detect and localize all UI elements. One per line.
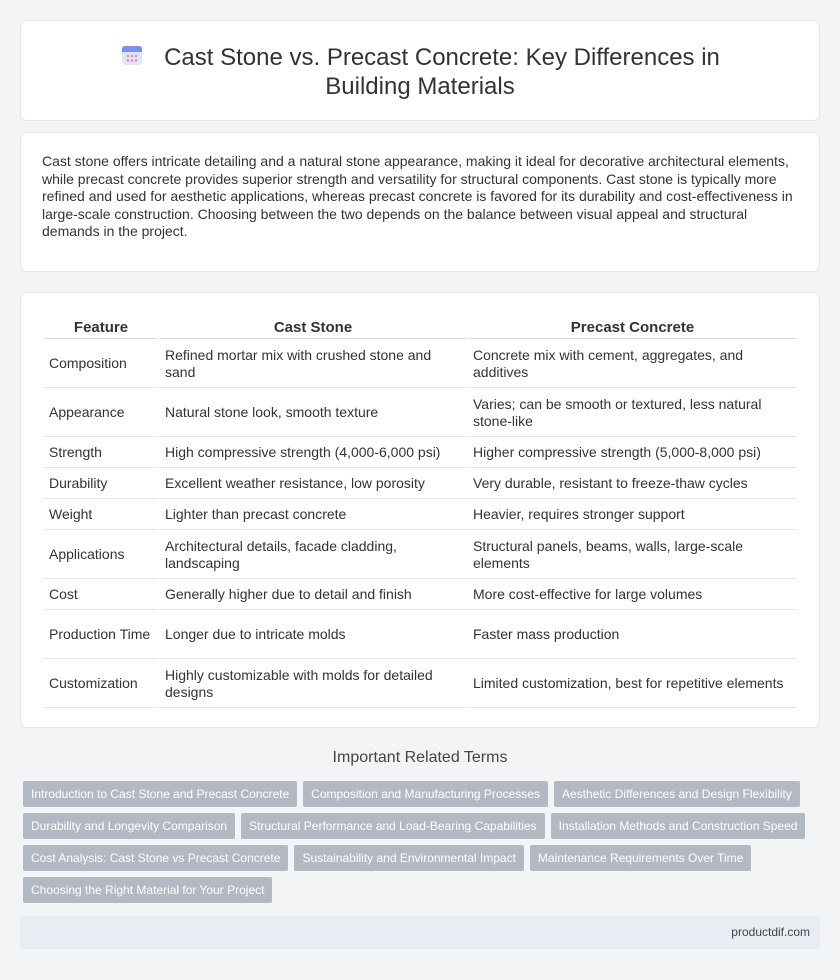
feature-cell: Appearance — [44, 390, 158, 437]
cast-stone-cell: Natural stone look, smooth texture — [160, 390, 466, 437]
precast-concrete-cell: Concrete mix with cement, aggregates, and additives — [468, 341, 797, 388]
cast-stone-cell: Longer due to intricate molds — [160, 612, 466, 659]
table-row — [44, 341, 797, 388]
cast-stone-cell: Architectural details, facade cladding, landscaping — [160, 532, 466, 579]
precast-concrete-cell: More cost-effective for large volumes — [468, 581, 797, 610]
related-terms-heading: Important Related Terms — [332, 749, 508, 766]
comparison-table-card — [20, 292, 820, 728]
table-row — [44, 439, 797, 468]
related-term-tag[interactable]: Choosing the Right Material for Your Project — [23, 877, 272, 903]
precast-concrete-cell: Varies; can be smooth or textured, less natural stone-like — [468, 390, 797, 437]
precast-concrete-cell: Limited customization, best for repetitive elements — [468, 661, 797, 708]
page-title-text: Cast Stone vs. Precast Concrete: Key Differences in Building Materials — [164, 44, 720, 100]
cast-stone-cell: High compressive strength (4,000-6,000 psi) — [160, 439, 466, 468]
feature-cell: Strength — [44, 439, 158, 468]
related-term-tag[interactable]: Sustainability and Environmental Impact — [294, 845, 523, 871]
feature-cell: Composition — [44, 341, 158, 388]
table-row — [44, 470, 797, 499]
column-header: Precast Concrete — [468, 317, 797, 339]
feature-cell: Applications — [44, 532, 158, 579]
related-term-tag[interactable]: Introduction to Cast Stone and Precast Concrete — [23, 781, 297, 807]
feature-cell: Production Time — [44, 612, 158, 659]
intro-card — [20, 132, 820, 272]
calendar-icon — [120, 43, 144, 67]
table-header-row — [44, 317, 797, 339]
related-term-tag[interactable]: Maintenance Requirements Over Time — [530, 845, 751, 871]
intro-paragraph: Cast stone offers intricate detailing and a natural stone appearance, making it ideal for decorative architectural elements, while precast concrete provides superior strength and versatility for structural components. Cast stone is typically more refined and used for aesthetic applications, whereas precast concrete is favored for its durability and cost-effectiveness in large-scale construction. Choosing between the two depends on the balance between visual appeal and structural demands in the project. — [42, 153, 793, 240]
table-row — [44, 532, 797, 579]
footer — [20, 916, 820, 949]
related-term-tag[interactable]: Structural Performance and Load-Bearing Capabilities — [241, 813, 545, 839]
feature-cell: Durability — [44, 470, 158, 499]
table-row — [44, 501, 797, 530]
feature-cell: Cost — [44, 581, 158, 610]
cast-stone-cell: Lighter than precast concrete — [160, 501, 466, 530]
column-header: Cast Stone — [160, 317, 466, 339]
precast-concrete-cell: Faster mass production — [468, 612, 797, 659]
precast-concrete-cell: Structural panels, beams, walls, large-scale elements — [468, 532, 797, 579]
cast-stone-cell: Excellent weather resistance, low porosity — [160, 470, 466, 499]
related-term-tag[interactable]: Durability and Longevity Comparison — [23, 813, 235, 839]
related-term-tag[interactable]: Composition and Manufacturing Processes — [303, 781, 548, 807]
table-row — [44, 612, 797, 659]
cast-stone-cell: Refined mortar mix with crushed stone and sand — [160, 341, 466, 388]
cast-stone-cell: Generally higher due to detail and finish — [160, 581, 466, 610]
related-term-tag[interactable]: Aesthetic Differences and Design Flexibility — [554, 781, 800, 807]
feature-cell: Weight — [44, 501, 158, 530]
column-header: Feature — [44, 317, 158, 339]
title-card — [20, 20, 820, 121]
cast-stone-cell: Highly customizable with molds for detailed designs — [160, 661, 466, 708]
page-title — [21, 43, 819, 101]
related-term-tag[interactable]: Cost Analysis: Cast Stone vs Precast Concrete — [23, 845, 288, 871]
related-term-tag[interactable]: Installation Methods and Construction Speed — [551, 813, 806, 839]
precast-concrete-cell: Very durable, resistant to freeze-thaw cycles — [468, 470, 797, 499]
related-terms-list — [23, 781, 823, 903]
table-row — [44, 390, 797, 437]
precast-concrete-cell: Higher compressive strength (5,000-8,000 psi) — [468, 439, 797, 468]
comparison-table — [42, 315, 799, 710]
feature-cell: Customization — [44, 661, 158, 708]
footer-site-link[interactable]: productdif.com — [731, 925, 810, 939]
table-row — [44, 661, 797, 708]
precast-concrete-cell: Heavier, requires stronger support — [468, 501, 797, 530]
table-row — [44, 581, 797, 610]
